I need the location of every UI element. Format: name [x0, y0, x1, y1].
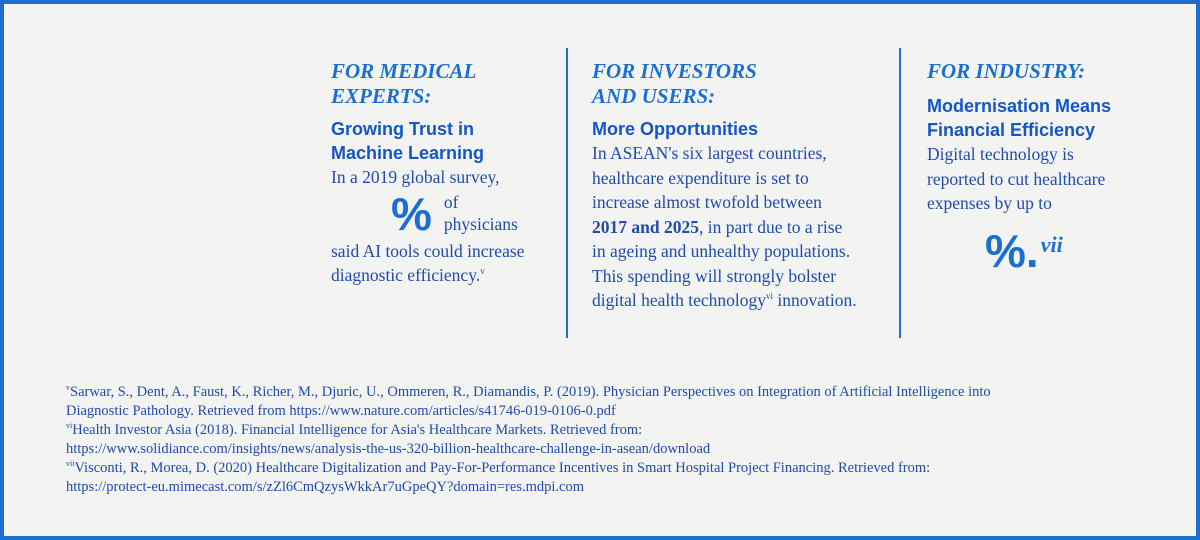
medical-experts-column [331, 59, 556, 288]
body-line: In a 2019 global survey, [331, 167, 500, 187]
reference-marker: v [66, 383, 70, 393]
reference-line [66, 459, 1166, 478]
subheading-line: Financial Efficiency [927, 120, 1096, 140]
references [66, 383, 1166, 497]
column-heading [331, 59, 556, 109]
investors-users-column [592, 59, 892, 313]
body-line: In ASEAN's six largest countries, [592, 143, 827, 163]
heading-line: FOR INVESTORS [592, 59, 757, 83]
body-line [592, 215, 892, 240]
stat-row [391, 187, 556, 240]
heading-line: EXPERTS: [331, 84, 432, 108]
stat-number: %. [985, 224, 1039, 277]
highlight-years: 2017 and 2025 [592, 216, 699, 237]
body-line: expenses by up to [927, 193, 1052, 213]
body-line: said AI tools could increase [331, 240, 525, 261]
industry-column [927, 59, 1192, 277]
reference-marker: vii [66, 459, 75, 469]
heading-line: FOR MEDICAL [331, 59, 477, 83]
column-body [331, 165, 556, 288]
reference-text: Sarwar, S., Dent, A., Faust, K., Richer, M., Djuric, U., Ommeren, R., Diamandis, P. (2019). Physician Perspectives on Integration of Artificial Intelligence into [70, 384, 991, 400]
body-text: diagnostic efficiency. [331, 265, 481, 285]
column-heading: FOR INDUSTRY: [927, 59, 1086, 83]
heading-line: AND USERS: [592, 84, 716, 108]
body-line: reported to cut healthcare [927, 168, 1106, 189]
reference-line [66, 402, 1166, 421]
column-divider [899, 48, 901, 338]
body-line: This spending will strongly bolster [592, 265, 837, 286]
column-body [592, 141, 892, 313]
reference-marker: vi [66, 421, 73, 431]
reference-text: https://www.solidiance.com/insights/news/analysis-the-us-320-billion-healthcare-challenge-in-asean/download [66, 441, 711, 457]
reference-marker: v [480, 266, 485, 277]
body-line: Digital technology is [927, 144, 1074, 164]
column-subheading [331, 117, 556, 165]
stat-value: % [391, 187, 432, 240]
reference-marker: vii [1040, 231, 1063, 257]
subheading-line: Machine Learning [331, 143, 485, 163]
body-line: in ageing and unhealthy populations. [592, 241, 851, 261]
subheading-line: Growing Trust in [331, 119, 474, 139]
column-heading [592, 59, 892, 109]
reference-text: Diagnostic Pathology. Retrieved from https://www.nature.com/articles/s41746-019-0106-0.pdf [66, 403, 616, 419]
reference-line [66, 440, 1166, 459]
reference-marker: vi [765, 291, 773, 302]
column-subheading [927, 94, 1192, 142]
reference-text: Visconti, R., Morea, D. (2020) Healthcare Digitalization and Pay-For-Performance Incentives in Smart Hospital Project Financing. Retrieved from: [74, 460, 931, 476]
body-line [592, 288, 892, 313]
body-text: , in part due to a rise [698, 216, 843, 237]
stat-caption-line: physicians [443, 213, 518, 234]
reference-line [66, 421, 1166, 440]
reference-line [66, 383, 1166, 402]
subheading-line: Modernisation Means [927, 96, 1112, 116]
body-line [331, 263, 556, 288]
reference-text: https://protect-eu.mimecast.com/s/zZl6CmQzysWkkAr7uGpeQY?domain=res.mdpi.com [66, 479, 584, 495]
stat-caption [444, 191, 518, 235]
reference-line [66, 478, 1166, 497]
body-text: innovation. [773, 290, 857, 310]
stat-caption-line: of [443, 191, 459, 212]
column-subheading: More Opportunities [592, 119, 758, 139]
body-line: increase almost twofold between [592, 192, 822, 212]
column-body [927, 142, 1192, 216]
body-line: healthcare expenditure is set to [592, 167, 809, 188]
column-divider [566, 48, 568, 338]
stat-value [985, 224, 1192, 277]
reference-text: Health Investor Asia (2018). Financial Intelligence for Asia's Healthcare Markets. Retrieved from: [72, 422, 643, 438]
body-text: digital health technology [592, 290, 766, 310]
